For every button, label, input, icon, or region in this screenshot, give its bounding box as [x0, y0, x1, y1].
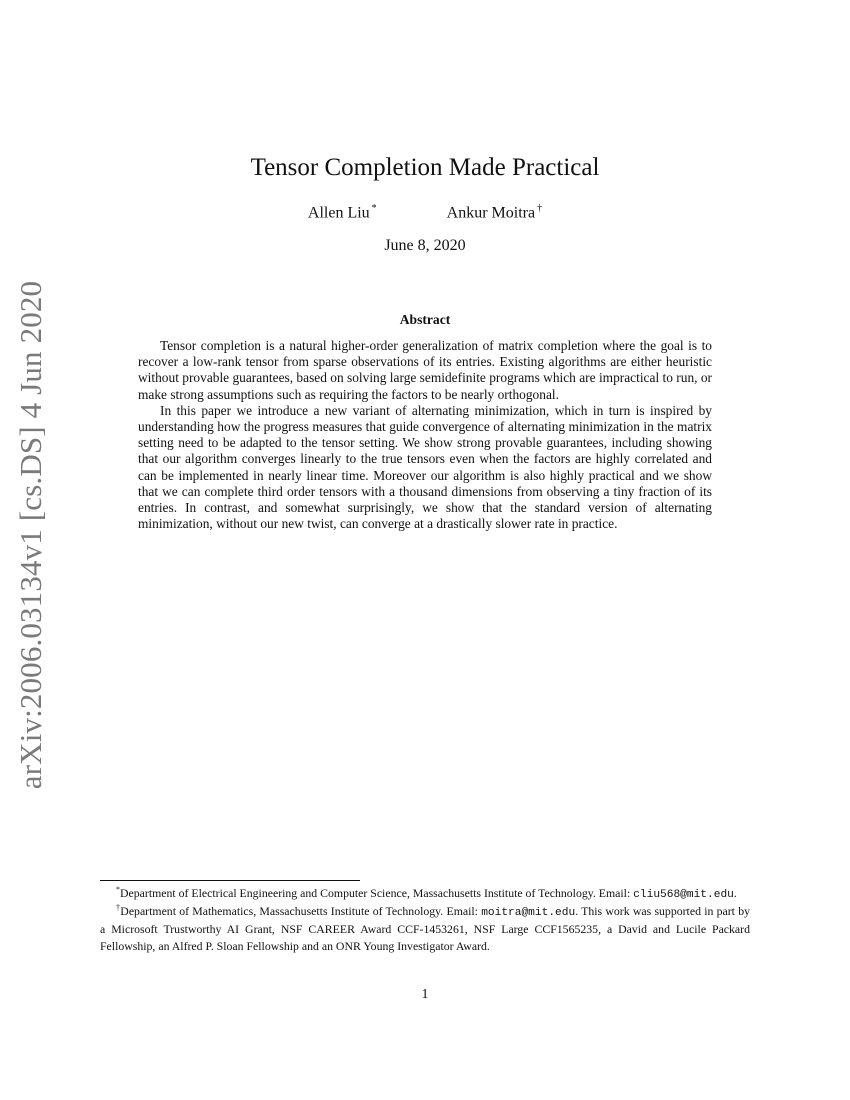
footnotes	[100, 885, 750, 954]
email-link[interactable]: moitra@mit.edu	[481, 907, 576, 920]
footnote-mark: †	[116, 903, 121, 913]
abstract-paragraph-2: In this paper we introduce a new variant of alternating minimization, which in turn is inspired by understanding how the progress measures that guide convergence of alternating minimization in the matrix setting need to be adapted to the tensor setting. We show strong provable guarantees, including showing that our algorithm converges linearly to the true tensors even when the factors are highly correlated and can be implemented in nearly linear time. Moreover our algorithm is also highly practical and we show that we can complete third order tensors with a thousand dimensions from observing a tiny fraction of its entries. In contrast, and somewhat surprisingly, we show that the standard version of alternating minimization, without our new twist, can converge at a drastically slower rate in practice.	[138, 402, 712, 532]
abstract-heading: Abstract	[399, 312, 451, 327]
publication-date: June 8, 2020	[384, 237, 466, 254]
abstract-paragraph-1: Tensor completion is a natural higher-order generalization of matrix completion where the goal is to recover a low-rank tensor from sparse observations of its entries. Existing algorithms are either heuristic without provable guarantees, based on solving large semidefinite programs which are impractical to run, or make strong assumptions such as requiring the factors to be nearly orthogonal.	[138, 338, 712, 402]
footnote-text: Department of Mathematics, Massachusetts Institute of Technology. Email:	[120, 904, 482, 919]
footnote-1	[100, 885, 750, 903]
author-list	[0, 203, 850, 222]
footnote-2	[100, 903, 750, 954]
footnote-tail: .	[733, 886, 737, 900]
paper-title: Tensor Completion Made Practical	[250, 154, 600, 181]
author-name: Allen Liu	[307, 204, 370, 222]
author-footnote-mark: †	[537, 203, 543, 214]
footnote-text: Department of Electrical Engineering and Computer Science, Massachusetts Institute of Technology. Email:	[120, 886, 634, 900]
footnote-mark: *	[116, 885, 120, 895]
author-name: Ankur Moitra	[446, 204, 536, 222]
email-link[interactable]: cliu568@mit.edu	[633, 889, 734, 901]
footnote-divider	[100, 880, 360, 881]
arxiv-identifier-stamp	[10, 280, 52, 790]
page-number: 1	[421, 987, 429, 1002]
author-footnote-mark: *	[371, 203, 377, 214]
abstract-body	[138, 338, 712, 532]
author-allen-liu	[308, 203, 377, 222]
arxiv-identifier-text: arXiv:2006.03134v1 [cs.DS] 4 Jun 2020	[13, 280, 49, 790]
footnote-tail: . This work was supported in part by a Microsoft Trustworthy AI Grant, NSF CAREER Award CCF-1453261, NSF Large CCF1565235, a David and Lucile Packard Fellowship, an Alfred P. Sloan Fellowship and an ONR Young Investigator Award.	[100, 904, 750, 953]
author-ankur-moitra	[447, 203, 542, 222]
